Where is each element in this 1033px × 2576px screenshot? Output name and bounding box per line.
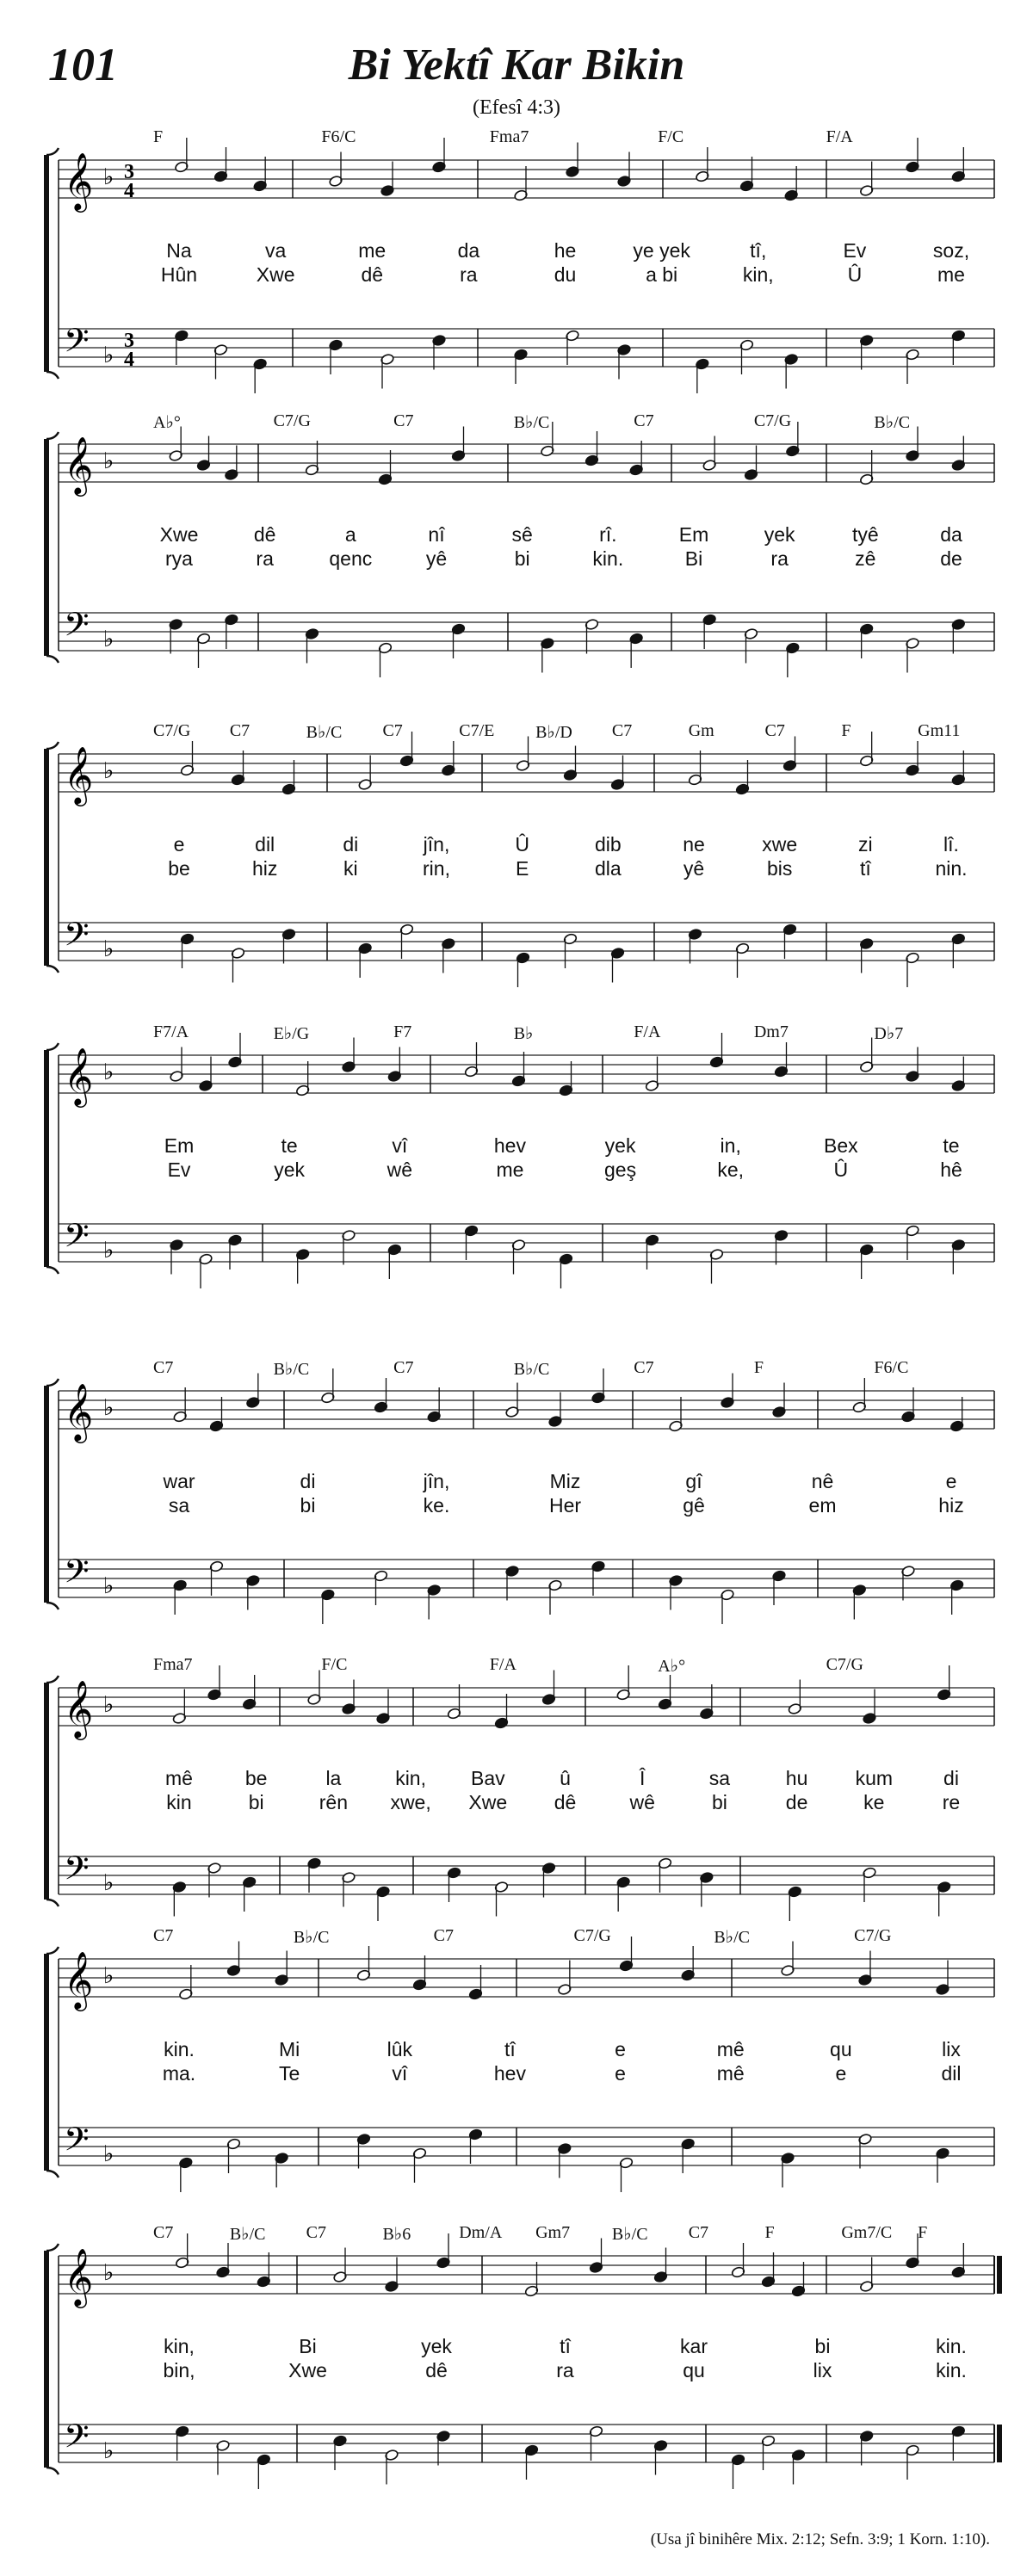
chord-symbol: C7 <box>306 2223 326 2242</box>
chord-symbol: E♭/G <box>273 1024 310 1043</box>
lyric-syllable: tî, <box>750 239 767 262</box>
lyric-syllable: E <box>515 857 529 880</box>
lyric-syllable: Na <box>166 239 192 262</box>
chord-symbol: C7 <box>634 411 654 430</box>
svg-text:𝄢: 𝄢 <box>64 605 90 652</box>
chord-symbol: B♭/C <box>306 723 343 742</box>
chord-symbol: C7/G <box>854 1926 892 1945</box>
lyric-syllable: ra <box>556 2359 574 2381</box>
lyric-syllable: dê <box>361 263 384 286</box>
lyric-syllable: mê <box>165 1767 193 1789</box>
chord-symbol: Gm11 <box>918 721 961 740</box>
chord-symbol: F <box>841 721 851 740</box>
lyric-syllable: me <box>358 239 387 262</box>
lyric-syllable: rên <box>319 1791 349 1813</box>
lyric-syllable: bin, <box>163 2359 195 2381</box>
lyric-syllable: em <box>808 1494 837 1517</box>
lyric-syllable: yê <box>425 547 448 570</box>
lyric-syllable: jîn, <box>423 833 450 856</box>
svg-text:𝄞: 𝄞 <box>64 1382 94 1441</box>
lyric-syllable: e <box>173 833 185 856</box>
lyric-syllable: wê <box>387 1158 412 1181</box>
lyric-syllable: tî <box>504 2038 516 2060</box>
lyric-syllable: Miz <box>549 1470 581 1492</box>
svg-text:𝄞: 𝄞 <box>64 436 94 494</box>
chord-symbol: F/A <box>489 1655 516 1674</box>
staff-system-8 <box>0 2223 1033 2517</box>
svg-text:𝄢: 𝄢 <box>64 2120 90 2166</box>
lyric-syllable: kin, <box>164 2335 195 2357</box>
lyric-syllable: kin. <box>936 2359 967 2381</box>
staff-system-4 <box>0 1022 1033 1317</box>
chord-symbol: C7 <box>634 1358 654 1377</box>
svg-text:♭: ♭ <box>103 2141 114 2167</box>
lyric-syllable: e <box>615 2062 626 2085</box>
lyric-syllable: tî <box>560 2335 571 2357</box>
lyric-syllable: qu <box>830 2038 852 2060</box>
chord-symbol: Fma7 <box>489 127 529 146</box>
chord-symbol: C7 <box>153 1358 174 1377</box>
lyric-syllable: kum <box>855 1767 894 1789</box>
chord-symbol: C7/G <box>573 1926 611 1945</box>
lyric-syllable: ye yek <box>633 239 690 262</box>
lyric-syllable: Û <box>847 263 863 286</box>
lyric-syllable: wê <box>629 1791 655 1813</box>
svg-text:♭: ♭ <box>103 1870 114 1896</box>
chord-symbol: C7 <box>393 411 414 430</box>
chord-symbol: B♭/C <box>611 2225 648 2244</box>
staff-system-3 <box>0 721 1033 1016</box>
chord-symbol: B♭/C <box>714 1928 750 1947</box>
svg-text:♭: ♭ <box>103 2438 114 2464</box>
lyric-syllable: kin. <box>936 2335 967 2357</box>
lyric-syllable: dê <box>425 2359 448 2381</box>
chord-symbol: F6/C <box>321 127 356 146</box>
svg-text:𝄞: 𝄞 <box>64 2247 94 2306</box>
lyric-syllable: Xwe <box>468 1791 508 1813</box>
svg-text:𝄢: 𝄢 <box>64 321 90 368</box>
lyric-syllable: Î <box>639 1767 646 1789</box>
lyric-syllable: û <box>560 1767 571 1789</box>
svg-text:3: 3 <box>124 330 134 352</box>
lyric-syllable: Ev <box>843 239 867 262</box>
lyric-syllable: lix <box>942 2038 961 2060</box>
lyric-syllable: geş <box>604 1158 637 1181</box>
lyric-syllable: ra <box>460 263 478 286</box>
svg-text:♭: ♭ <box>103 1963 114 1989</box>
svg-text:♭: ♭ <box>103 1573 114 1599</box>
chord-symbol: F7/A <box>153 1022 189 1041</box>
chord-symbol: F/C <box>321 1655 348 1674</box>
lyric-syllable: rya <box>165 547 193 570</box>
lyric-syllable: nin. <box>935 857 968 880</box>
chord-symbol: C7 <box>153 2223 174 2242</box>
chord-symbol: F7 <box>393 1022 412 1041</box>
svg-text:𝄢: 𝄢 <box>64 1216 90 1263</box>
svg-text:♭: ♭ <box>103 627 114 652</box>
svg-text:𝄞: 𝄞 <box>64 151 94 210</box>
lyric-syllable: di <box>343 833 359 856</box>
lyric-syllable: bi <box>248 1791 264 1813</box>
chord-symbol: C7 <box>764 721 785 740</box>
svg-text:3: 3 <box>124 161 134 183</box>
staff-lines <box>0 1377 1033 1652</box>
lyric-syllable: e <box>835 2062 847 2085</box>
lyric-syllable: da <box>940 523 962 546</box>
chord-symbol: Dm7 <box>753 1022 789 1041</box>
lyric-syllable: tyê <box>851 523 879 546</box>
lyric-syllable: dil <box>255 833 275 856</box>
lyric-syllable: gê <box>683 1494 705 1517</box>
chord-symbol: A♭° <box>658 1657 686 1676</box>
lyric-syllable: Xwe <box>288 2359 327 2381</box>
lyric-syllable: zê <box>855 547 876 570</box>
lyric-syllable: ma. <box>162 2062 196 2085</box>
chord-symbol: B♭6 <box>382 2225 411 2244</box>
lyric-syllable: Û <box>833 1158 849 1181</box>
chord-symbol: F6/C <box>874 1358 909 1377</box>
lyric-syllable: yek <box>604 1134 636 1157</box>
lyric-syllable: hev <box>493 1134 526 1157</box>
svg-text:♭: ♭ <box>103 2260 114 2286</box>
lyric-syllable: Mi <box>279 2038 300 2060</box>
lyric-syllable: nê <box>811 1470 834 1492</box>
svg-text:♭: ♭ <box>103 758 114 784</box>
chord-symbol: C7 <box>433 1926 454 1945</box>
hymn-title: Bi Yektî Kar Bikin <box>348 40 685 90</box>
lyric-syllable: lix <box>813 2359 832 2381</box>
chord-symbol: C7/E <box>459 721 495 740</box>
lyric-syllable: kin <box>166 1791 192 1813</box>
svg-text:𝄢: 𝄢 <box>64 1849 90 1895</box>
chord-symbol: Gm7/C <box>841 2223 893 2242</box>
lyric-syllable: la <box>325 1767 342 1789</box>
chord-symbol: Dm/A <box>459 2223 503 2242</box>
lyric-syllable: bi <box>814 2335 831 2357</box>
lyric-syllable: yek <box>274 1158 306 1181</box>
chord-symbol: C7 <box>611 721 633 740</box>
lyric-syllable: di <box>943 1767 959 1789</box>
lyric-syllable: da <box>457 239 480 262</box>
svg-text:4: 4 <box>124 349 134 371</box>
lyric-syllable: Ev <box>167 1158 191 1181</box>
chord-symbol: C7/G <box>753 411 792 430</box>
lyric-syllable: kin. <box>592 547 624 570</box>
lyric-syllable: hu <box>785 1767 808 1789</box>
chord-symbol: D♭7 <box>874 1024 904 1043</box>
lyric-syllable: in, <box>720 1134 741 1157</box>
lyric-syllable: vî <box>392 1134 408 1157</box>
lyric-syllable: bis <box>766 857 793 880</box>
staff-system-2 <box>0 411 1033 706</box>
chord-symbol: C7/G <box>273 411 311 430</box>
lyric-syllable: mê <box>716 2062 745 2085</box>
chord-symbol: C7 <box>688 2223 709 2242</box>
lyric-syllable: he <box>554 239 577 262</box>
lyric-syllable: te <box>281 1134 298 1157</box>
lyric-syllable: dê <box>253 523 276 546</box>
lyric-syllable: bi <box>300 1494 316 1517</box>
staff-system-6 <box>0 1655 1033 1949</box>
chord-symbol: B♭/C <box>874 413 911 432</box>
svg-text:𝄢: 𝄢 <box>64 915 90 961</box>
svg-text:4: 4 <box>124 180 134 202</box>
lyric-syllable: kin, <box>395 1767 426 1789</box>
lyric-syllable: kin, <box>742 263 774 286</box>
lyric-syllable: be <box>168 857 190 880</box>
lyric-syllable: a bi <box>646 263 678 286</box>
lyric-syllable: dla <box>594 857 622 880</box>
lyric-syllable: hiz <box>251 857 278 880</box>
chord-symbol: B♭/C <box>229 2225 266 2244</box>
lyric-syllable: Bi <box>684 547 703 570</box>
lyric-syllable: de <box>940 547 962 570</box>
lyric-syllable: hê <box>940 1158 962 1181</box>
lyric-syllable: sa <box>168 1494 190 1517</box>
svg-text:𝄢: 𝄢 <box>64 2417 90 2463</box>
chord-symbol: F <box>764 2223 775 2242</box>
lyric-syllable: soz, <box>932 239 970 262</box>
svg-text:𝄞: 𝄞 <box>64 745 94 804</box>
lyric-syllable: ra <box>256 547 274 570</box>
lyric-syllable: e <box>615 2038 626 2060</box>
chord-symbol: F/A <box>826 127 853 146</box>
lyric-syllable: Xwe <box>256 263 295 286</box>
lyric-syllable: te <box>943 1134 960 1157</box>
hymn-number: 101 <box>48 39 118 90</box>
chord-symbol: B♭/C <box>513 1360 550 1379</box>
staff-lines <box>0 146 1033 422</box>
chord-symbol: A♭° <box>153 413 181 432</box>
lyric-syllable: lî. <box>943 833 959 856</box>
lyric-syllable: lûk <box>387 2038 412 2060</box>
lyric-syllable: be <box>244 1767 268 1789</box>
lyric-syllable: e <box>945 1470 957 1492</box>
lyric-syllable: yek <box>421 2335 452 2357</box>
lyric-syllable: mê <box>716 2038 745 2060</box>
svg-text:♭: ♭ <box>103 1692 114 1718</box>
lyric-syllable: de <box>785 1791 808 1813</box>
chord-symbol: F <box>153 127 164 146</box>
lyric-syllable: war <box>163 1470 195 1492</box>
chord-symbol: B♭/C <box>293 1928 330 1947</box>
lyric-syllable: sê <box>511 523 533 546</box>
svg-text:♭: ♭ <box>103 164 114 190</box>
lyric-syllable: qenc <box>329 547 373 570</box>
lyric-syllable: qu <box>683 2359 705 2381</box>
lyric-syllable: ne <box>683 833 705 856</box>
chord-symbol: C7 <box>153 1926 174 1945</box>
lyric-syllable: bi <box>514 547 530 570</box>
lyric-syllable: xwe, <box>390 1791 431 1813</box>
lyric-syllable: Bi <box>299 2335 317 2357</box>
lyric-syllable: yek <box>764 523 795 546</box>
lyric-syllable: dê <box>554 1791 577 1813</box>
lyric-syllable: va <box>264 239 287 262</box>
svg-text:♭: ♭ <box>103 1395 114 1421</box>
lyric-syllable: nî <box>428 523 445 546</box>
chord-symbol: B♭/C <box>513 413 550 432</box>
lyric-syllable: Te <box>278 2062 300 2085</box>
svg-text:𝄞: 𝄞 <box>64 1950 94 2009</box>
lyric-syllable: tî <box>859 857 871 880</box>
staff-system-7 <box>0 1926 1033 2221</box>
lyric-syllable: yê <box>683 857 705 880</box>
lyric-syllable: vî <box>392 2062 408 2085</box>
staff-system-5 <box>0 1358 1033 1652</box>
lyric-syllable: hiz <box>938 1494 964 1517</box>
lyric-syllable: rî. <box>599 523 617 546</box>
chord-symbol: Gm <box>688 721 714 740</box>
scripture-reference: (Efesî 4:3) <box>473 96 560 119</box>
chord-symbol: B♭/D <box>535 723 572 742</box>
lyric-syllable: zi <box>858 833 873 856</box>
lyric-syllable: jîn, <box>423 1470 450 1492</box>
lyric-syllable: xwe <box>762 833 798 856</box>
lyric-syllable: ra <box>770 547 789 570</box>
lyric-syllable: a <box>344 523 356 546</box>
lyric-syllable: me <box>496 1158 524 1181</box>
svg-text:𝄞: 𝄞 <box>64 1047 94 1105</box>
chord-symbol: C7/G <box>826 1655 863 1674</box>
lyric-syllable: di <box>300 1470 316 1492</box>
chord-symbol: B♭/C <box>273 1360 310 1379</box>
lyric-syllable: Em <box>678 523 709 546</box>
lyric-syllable: dib <box>594 833 622 856</box>
svg-text:♭: ♭ <box>103 448 114 474</box>
chord-symbol: Gm7 <box>535 2223 571 2242</box>
staff-system-1 <box>0 127 1033 422</box>
lyric-syllable: re <box>942 1791 961 1813</box>
lyric-syllable: ke <box>863 1791 885 1813</box>
lyric-syllable: dil <box>941 2062 962 2085</box>
lyric-syllable: Bav <box>470 1767 505 1789</box>
lyric-syllable: gî <box>685 1470 702 1492</box>
chord-symbol: Fma7 <box>153 1655 193 1674</box>
lyric-syllable: Xwe <box>159 523 199 546</box>
lyric-syllable: Û <box>515 833 529 856</box>
chord-symbol: C7 <box>229 721 251 740</box>
lyric-syllable: bi <box>711 1791 727 1813</box>
lyric-syllable: ke, <box>717 1158 745 1181</box>
lyric-syllable: du <box>554 263 577 286</box>
chord-symbol: C7 <box>393 1358 414 1377</box>
lyric-syllable: hev <box>493 2062 526 2085</box>
chord-symbol: C7 <box>382 721 403 740</box>
chord-symbol: C7/G <box>153 721 191 740</box>
lyric-syllable: Her <box>548 1494 582 1517</box>
svg-text:♭: ♭ <box>103 1059 114 1085</box>
lyric-syllable: sa <box>708 1767 731 1789</box>
lyric-syllable: ke. <box>423 1494 450 1517</box>
svg-text:♭: ♭ <box>103 343 114 368</box>
lyric-syllable: kin. <box>164 2038 195 2060</box>
svg-text:𝄢: 𝄢 <box>64 1552 90 1598</box>
lyric-syllable: kar <box>680 2335 708 2357</box>
staff-lines <box>0 2242 1033 2517</box>
footnote: (Usa jî binihêre Mix. 2:12; Sefn. 3:9; 1 Korn. 1:10). <box>650 2530 990 2548</box>
lyric-syllable: Bex <box>824 1134 858 1157</box>
svg-text:♭: ♭ <box>103 1238 114 1263</box>
lyric-syllable: rin, <box>423 857 450 880</box>
lyric-syllable: ki <box>343 857 358 880</box>
chord-symbol: B♭ <box>513 1024 534 1043</box>
lyric-syllable: Hûn <box>160 263 198 286</box>
lyric-syllable: me <box>937 263 965 286</box>
svg-text:𝄞: 𝄞 <box>64 1679 94 1738</box>
chord-symbol: F/A <box>634 1022 661 1041</box>
chord-symbol: F <box>753 1358 764 1377</box>
chord-symbol: F/C <box>658 127 684 146</box>
svg-text:♭: ♭ <box>103 936 114 962</box>
lyric-syllable: Em <box>164 1134 195 1157</box>
chord-symbol: F <box>918 2223 928 2242</box>
